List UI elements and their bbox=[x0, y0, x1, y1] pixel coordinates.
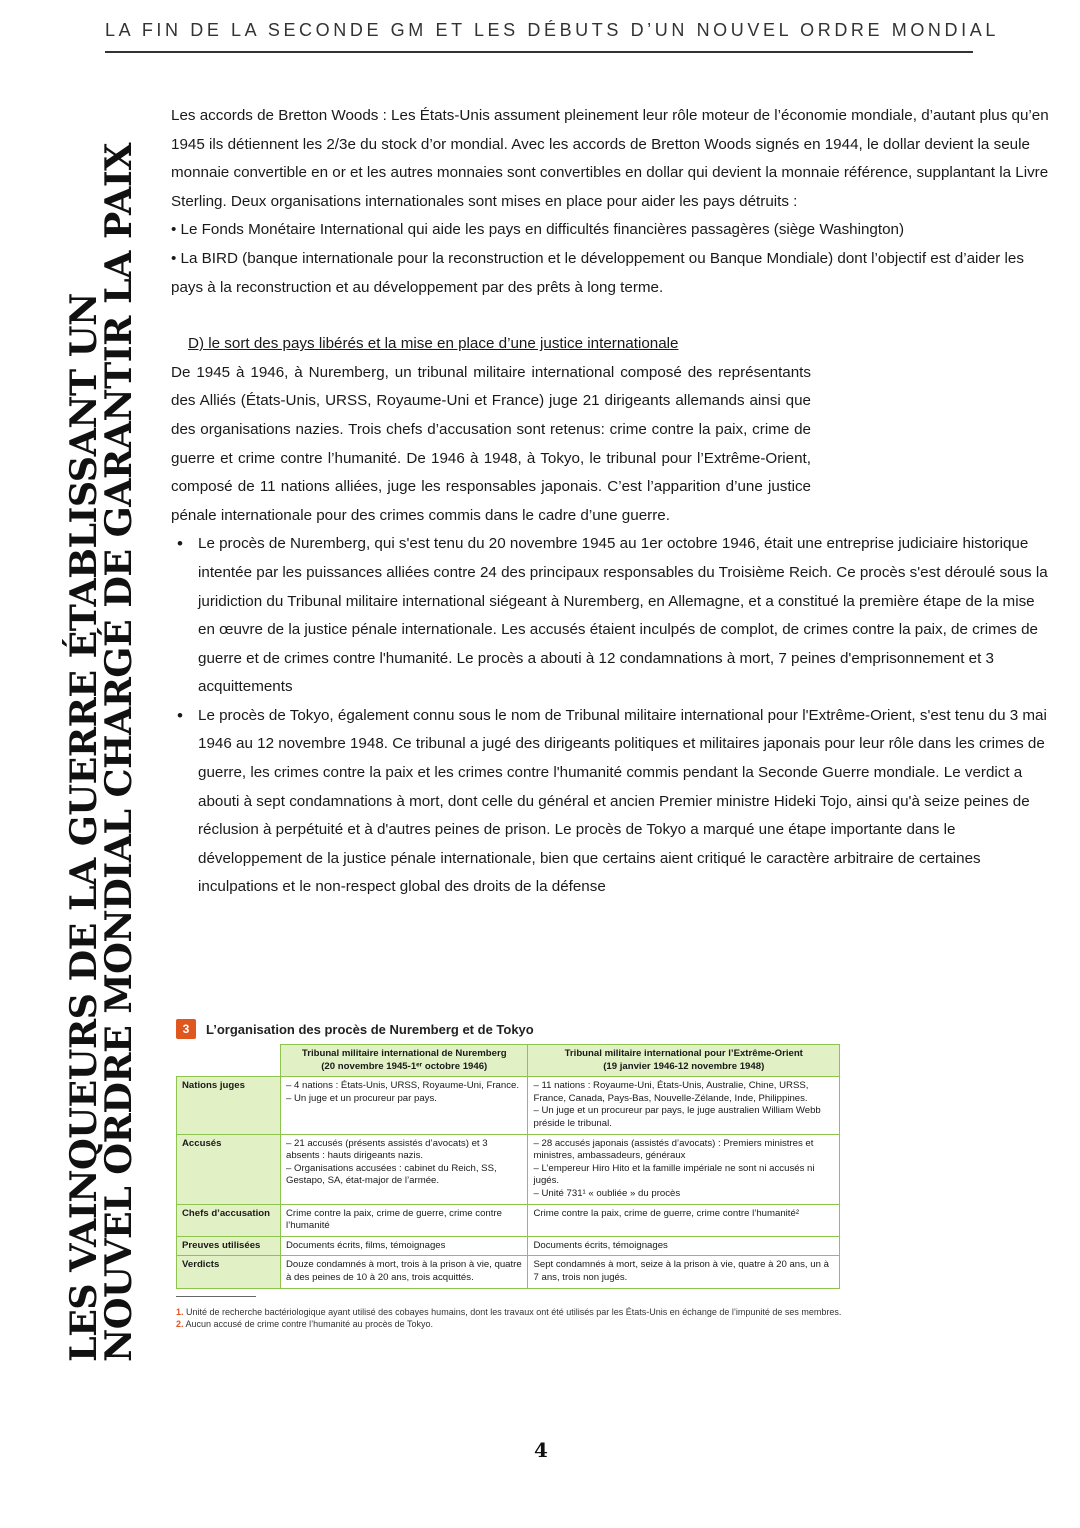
row-label: Verdicts bbox=[177, 1256, 281, 1288]
tokyo-column-header bbox=[528, 1045, 840, 1077]
tokyo-cell-line: Sept condamnés à mort, seize à la prison à vie, quatre à 20 ans, un à 7 ans, trois non jugés. bbox=[533, 1259, 829, 1283]
bretton-woods-paragraph: Les accords de Bretton Woods : Les États-Unis assument pleinement leur rôle moteur de l’économie mondiale, d’autant plus qu’en 1945 ils détiennent les 2/3e du stock d’or mondial. Avec les accords de Bretton Woods signés en 1944, le dollar devient la seule monnaie convertible en or et les autres monnaies sont convertibles en dollar qui devient la monnaie référence, supplantant la Livre Sterling. Deux organisations internationales sont mises en place pour aider les pays détruits : bbox=[171, 107, 1049, 210]
section-d-heading: D) le sort des pays libérés et la mise en place d’une justice internationale bbox=[188, 335, 679, 353]
nuremberg-cell-line: – Un juge et un procureur par pays. bbox=[286, 1092, 437, 1104]
trials-table bbox=[176, 1044, 840, 1289]
figure-title-bar bbox=[176, 1014, 844, 1044]
table-header-row bbox=[177, 1045, 840, 1077]
nuremberg-cell-line: Douze condamnés à mort, trois à la prison à vie, quatre à des peines de 10 à 20 ans, trois acquittés. bbox=[286, 1259, 522, 1283]
tokyo-column-title: Tribunal militaire international pour l’Extrême-Orient bbox=[564, 1048, 803, 1059]
table-row bbox=[177, 1236, 840, 1256]
side-title-line-2: NOUVEL ORDRE MONDIAL CHARGÉ DE GARANTIR LA PAIX bbox=[97, 143, 140, 1362]
side-title-line-1: LES VAINQUEURS DE LA GUERRE ÉTABLISSANT UN bbox=[62, 293, 105, 1362]
figure-number-badge: 3 bbox=[176, 1019, 196, 1039]
note-2-number: 2. bbox=[176, 1319, 184, 1329]
tokyo-cell-line: – Un juge et un procureur par pays, le juge australien William Webb préside le tribunal. bbox=[533, 1105, 821, 1129]
tokyo-cell bbox=[528, 1256, 840, 1288]
nuremberg-cell-line: – 4 nations : États-Unis, URSS, Royaume-Uni, France. bbox=[286, 1080, 520, 1092]
bird-item: • La BIRD (banque internationale pour la reconstruction et le développement ou Banque Mondiale) dont l’objectif est d’aider les pays à la reconstruction et au développement par des prêts à long terme. bbox=[171, 249, 1024, 296]
nuremberg-column-dates: (20 novembre 1945-1ᵉʳ octobre 1946) bbox=[321, 1060, 488, 1072]
justice-paragraph: De 1945 à 1946, à Nuremberg, un tribunal militaire international composé des représentants des Alliés (États-Unis, URSS, Royaume-Uni et France) juge 21 dirigeants allemands ainsi que des organisations nazies. Trois chefs d’accusation sont retenus: crime contre la paix, crime de guerre et crime contre l’humanité. De 1946 à 1948, à Tokyo, le tribunal pour l’Extrême-Orient, composé de 11 nations alliées, juge les responsables japonais. C’est l’apparition d’une justice pénale internationale pour des crimes commis dans le cadre d’une guerre. bbox=[171, 363, 811, 524]
nuremberg-cell bbox=[281, 1236, 528, 1256]
tokyo-column-dates: (19 janvier 1946-12 novembre 1948) bbox=[603, 1060, 765, 1072]
row-label: Nations juges bbox=[177, 1077, 281, 1134]
tokyo-cell bbox=[528, 1236, 840, 1256]
tokyo-cell-line: – L’empereur Hiro Hito et la famille impériale ne sont ni accusés ni jugés. bbox=[533, 1162, 815, 1187]
table-row bbox=[177, 1077, 840, 1134]
page-header-title: LA FIN DE LA SECONDE GM ET LES DÉBUTS D’UN NOUVEL ORDRE MONDIAL bbox=[105, 20, 999, 40]
row-label: Chefs d’accusation bbox=[177, 1204, 281, 1236]
nuremberg-column-title: Tribunal militaire international de Nuremberg bbox=[301, 1048, 507, 1059]
tokyo-cell-line: – Unité 731¹ « oubliée » du procès bbox=[533, 1187, 681, 1199]
nuremberg-bullet: • Le procès de Nuremberg, qui s'est tenu du 20 novembre 1945 au 1er octobre 1946, était une entreprise judiciaire historique intentée par les puissances alliées contre 24 des principaux responsables du Troisième Reich. Ce procès s'est déroulé sous la juridiction du Tribunal militaire international siégeant à Nuremberg, en Allemagne, et a constitué la première étape de la mise en œuvre de la justice pénale internationale. Les accusés étaient inculpés de complot, de crimes contre la paix, de crimes de guerre et de crimes contre l'humanité. Le procès a abouti à 12 condamnations à mort, 7 peines d'emprisonnement et 3 acquittements bbox=[198, 530, 1051, 702]
row-label: Accusés bbox=[177, 1134, 281, 1204]
tokyo-cell-line: Documents écrits, témoignages bbox=[533, 1239, 668, 1251]
row-label: Preuves utilisées bbox=[177, 1236, 281, 1256]
table-row bbox=[177, 1134, 840, 1204]
tokyo-cell bbox=[528, 1134, 840, 1204]
nuremberg-cell-line: Crime contre la paix, crime de guerre, crime contre l’humanité bbox=[286, 1207, 502, 1232]
tokyo-cell bbox=[528, 1204, 840, 1236]
side-title bbox=[62, 122, 140, 1362]
nuremberg-cell bbox=[281, 1134, 528, 1204]
figure-notes bbox=[176, 1306, 844, 1331]
nuremberg-cell bbox=[281, 1204, 528, 1236]
note-divider bbox=[176, 1296, 256, 1297]
tokyo-cell-line: – 11 nations : Royaume-Uni, États-Unis, Australie, Chine, URSS, France, Canada, Pays-Bas, Nouvelle-Zélande, Inde, Philippines. bbox=[533, 1080, 809, 1104]
imf-item: • Le Fonds Monétaire International qui aide les pays en difficultés financières passagères (siège Washington) bbox=[171, 221, 905, 239]
header-divider bbox=[105, 51, 973, 53]
tokyo-cell bbox=[528, 1077, 840, 1134]
trials-list bbox=[171, 530, 1051, 902]
nuremberg-cell bbox=[281, 1256, 528, 1288]
nuremberg-cell-line: – 21 accusés (présents assistés d’avocats) et 3 absents : hauts dirigeants nazis. bbox=[286, 1137, 488, 1162]
trials-figure bbox=[176, 1014, 844, 1331]
note-1-number: 1. bbox=[176, 1306, 184, 1317]
table-row bbox=[177, 1204, 840, 1236]
nuremberg-cell bbox=[281, 1077, 528, 1134]
note-1: Unité de recherche bactériologique ayant utilisé des cobayes humains, dont les travaux ont été utilisés par les États-Unis en échange de l’impunité de ses membres. bbox=[186, 1306, 842, 1317]
nuremberg-cell-line: Documents écrits, films, témoignages bbox=[286, 1239, 446, 1251]
note-2: Aucun accusé de crime contre l’humanité au procès de Tokyo. bbox=[185, 1319, 434, 1329]
table-row bbox=[177, 1256, 840, 1288]
tokyo-cell-line: Crime contre la paix, crime de guerre, crime contre l’humanité² bbox=[533, 1207, 800, 1219]
nuremberg-column-header bbox=[281, 1045, 528, 1077]
tokyo-bullet: • Le procès de Tokyo, également connu sous le nom de Tribunal militaire international pour l'Extrême-Orient, s'est tenu du 3 mai 1946 au 12 novembre 1948. Ce tribunal a jugé des dirigeants politiques et militaires japonais pour leur rôle dans les crimes de guerre, les crimes contre la paix et les crimes contre l'humanité commis pendant la Seconde Guerre mondiale. Le verdict a abouti à sept condamnations à mort, dont celle du général et ancien Premier ministre Hideki Tojo, ainsi qu'à seize peines de réclusion à perpétuité et à d'autres peines de prison. Le procès de Tokyo a marqué une étape importante dans le développement de la justice pénale internationale, bien que certains aient critiqué le caractère arbitraire de certaines inculpations et le non-respect global des droits de la défense bbox=[198, 702, 1051, 902]
nuremberg-cell-line: – Organisations accusées : cabinet du Reich, SS, Gestapo, SA, état-major de l’armée. bbox=[286, 1162, 497, 1187]
table-corner bbox=[177, 1045, 281, 1077]
page-number: 4 bbox=[534, 1438, 548, 1462]
main-content bbox=[171, 102, 1051, 902]
table-body bbox=[177, 1077, 840, 1288]
figure-title: L’organisation des procès de Nuremberg et de Tokyo bbox=[206, 1021, 534, 1037]
tokyo-cell-line: – 28 accusés japonais (assistés d’avocats) : Premiers ministres et ministres, ambassadeurs, généraux bbox=[533, 1137, 814, 1162]
